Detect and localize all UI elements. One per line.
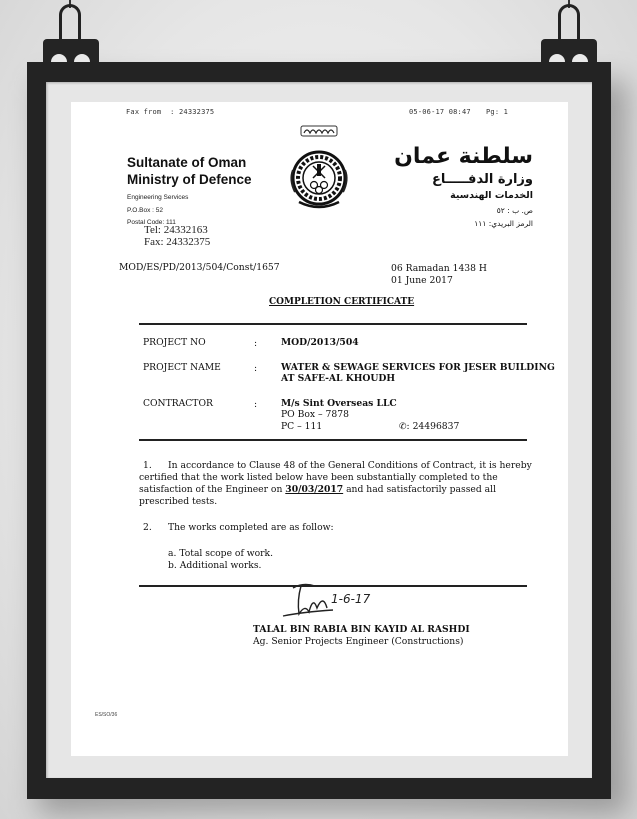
- ministry-of-defence-emblem-icon: [287, 120, 351, 220]
- country-name-en: Sultanate of Oman: [127, 155, 247, 170]
- hanger-clip-left: [43, 39, 99, 63]
- works-item-b: b. Additional works.: [168, 560, 262, 571]
- hijri-date: 06 Ramadan 1438 H: [391, 263, 487, 274]
- paragraph-2-number: 2.: [143, 522, 152, 533]
- signature-date: 1-6-17: [331, 592, 371, 606]
- postal-code-ar: الرمز البريدي: ١١١: [474, 219, 533, 228]
- hanger-wire-left: [59, 4, 81, 44]
- contractor-sep: :: [254, 399, 258, 410]
- contractor-name: M/s Sint Overseas LLC: [281, 398, 397, 409]
- fax-number: Fax: 24332375: [144, 236, 211, 248]
- paragraph-1-number: 1.: [143, 460, 152, 471]
- contractor-po-box: PO Box – 7878: [281, 409, 349, 420]
- form-code: ES/SO/36: [95, 712, 118, 718]
- ministry-name-ar: وزارة الدفـــــاع: [431, 172, 533, 187]
- divider-top: [139, 323, 527, 325]
- fax-page: Pg: 1: [486, 108, 509, 116]
- fax-datetime: 05-06-17 08:47: [409, 108, 471, 116]
- project-no-value: MOD/2013/504: [281, 337, 359, 348]
- certificate-title: COMPLETION CERTIFICATE: [269, 297, 415, 307]
- fax-from-label: Fax from: [126, 108, 162, 116]
- fax-header-from: [126, 108, 214, 116]
- paragraph-1-line3-post: and had satisfactorily passed all: [343, 484, 497, 495]
- certificate-document: [71, 102, 568, 756]
- project-name-sep: :: [254, 363, 258, 374]
- paragraph-1-line2: certified that the work listed below have been substantially completed to the: [139, 472, 498, 483]
- department-ar: الخدمات الهندسية: [450, 190, 533, 201]
- contractor-label: CONTRACTOR: [143, 398, 213, 409]
- gregorian-date: 01 June 2017: [391, 275, 453, 286]
- frame-mat: [46, 82, 592, 778]
- works-item-a: a. Total scope of work.: [168, 548, 274, 559]
- signatory-position: Ag. Senior Projects Engineer (Constructions): [253, 636, 464, 647]
- project-name-value-line1: WATER & SEWAGE SERVICES FOR JESER BUILDING: [281, 362, 555, 373]
- paragraph-2-text: The works completed are as follow:: [168, 522, 334, 533]
- reference-number: MOD/ES/PD/2013/504/Const/1657: [119, 262, 280, 273]
- project-no-sep: :: [254, 338, 258, 349]
- ministry-name-en: Ministry of Defence: [127, 172, 252, 187]
- hanger-clip-right: [541, 39, 597, 63]
- paragraph-1-line1: In accordance to Clause 48 of the General Conditions of Contract, it is hereby: [168, 460, 532, 471]
- signatory-name: TALAL BIN RABIA BIN KAYID AL RASHDI: [253, 624, 470, 635]
- fax-from-number: : 24332375: [170, 108, 215, 116]
- hanger-wire-right: [558, 4, 580, 44]
- project-name-label: PROJECT NAME: [143, 362, 221, 373]
- paragraph-1-line3: [139, 484, 496, 495]
- country-name-ar: سلطنة عمان: [394, 144, 533, 169]
- fax-icon: ✆: [399, 422, 407, 432]
- po-box-ar: ص. ب : ٥٢: [496, 206, 533, 215]
- divider-middle: [139, 439, 527, 441]
- postal-code-en: Postal Code: 111: [127, 219, 176, 226]
- po-box-en: P.O.Box : 52: [127, 207, 164, 214]
- paragraph-1-line3-pre: satisfaction of the Engineer on: [139, 484, 286, 495]
- contractor-pc: PC – 111: [281, 421, 323, 432]
- telephone: Tel: 24332163: [144, 224, 208, 236]
- contractor-fax: [399, 421, 459, 432]
- contractor-fax-value: : 24496837: [406, 421, 460, 432]
- completion-date: 30/03/2017: [285, 484, 344, 495]
- project-name-value-line2: AT SAFE-AL KHOUDH: [281, 373, 396, 384]
- project-no-label: PROJECT NO: [143, 337, 206, 348]
- paragraph-1-line4: prescribed tests.: [139, 496, 218, 507]
- department-en: Engineering Services: [127, 194, 189, 201]
- picture-frame: [27, 62, 611, 799]
